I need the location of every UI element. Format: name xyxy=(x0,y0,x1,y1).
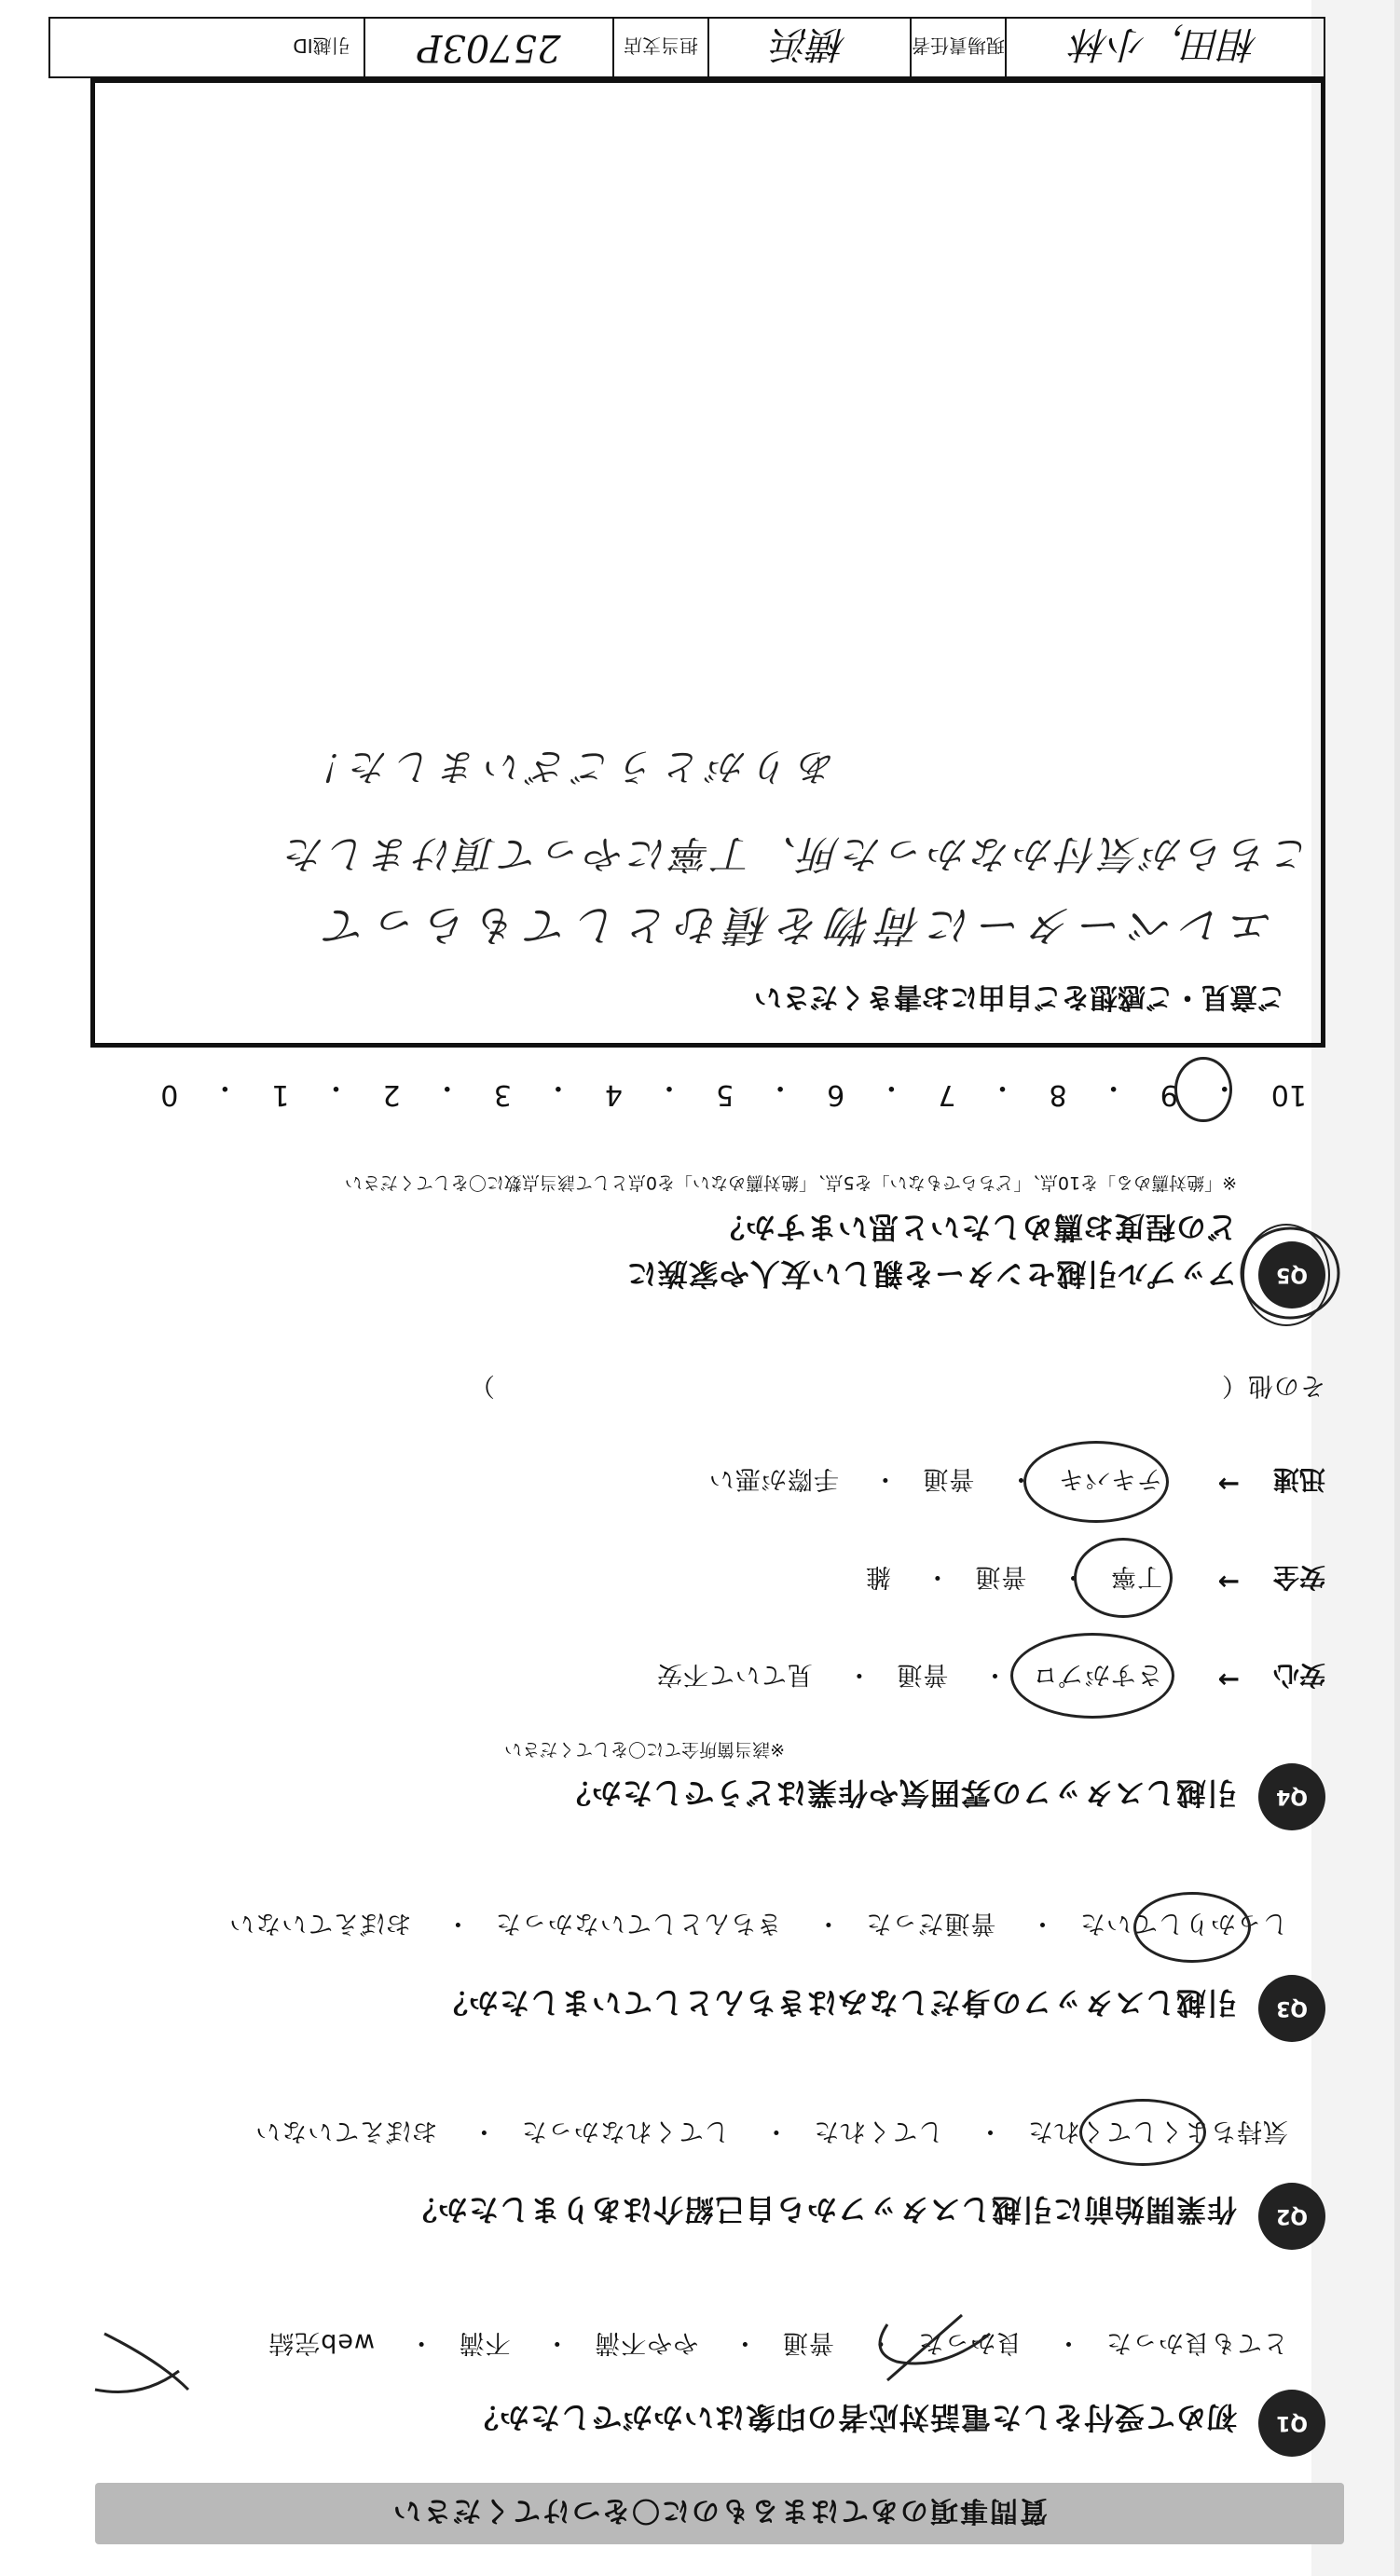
q4-option[interactable]: さすがプロ xyxy=(1032,1660,1162,1689)
score-option[interactable]: 6 xyxy=(827,1078,845,1111)
q5-selected-circle xyxy=(1174,1057,1232,1122)
q4-option[interactable]: 雑 xyxy=(864,1562,891,1591)
q3-option[interactable]: 普通だった xyxy=(865,1909,996,1938)
instruction-banner: 質問事項のあてはまるものに〇をつけてください xyxy=(95,2483,1344,2544)
score-option[interactable]: 10 xyxy=(1270,1078,1307,1111)
comment-box[interactable] xyxy=(90,78,1325,1048)
q4-row-label: 迅速 xyxy=(1272,1464,1325,1495)
q4-row-options: テキパキ・ 普通・ 手際が悪い xyxy=(707,1464,1162,1493)
q1-option[interactable]: 不満 xyxy=(458,2328,511,2357)
q1-question: 初めて受付をした電話対応者の印象はいかがでしたか？ xyxy=(467,2400,1237,2435)
comment-line-1: エレベーターに荷物を積むとしてもらって xyxy=(318,900,1274,951)
paper-edge-line xyxy=(1394,0,1400,2576)
q5-note: ※「絶対薦める」を10点、「どちらでもない」を5点、「絶対薦めない」を0点として該当点数に〇をしてください xyxy=(344,1172,1237,1193)
q4-row-options: 丁寧・ 普通・ 雑 xyxy=(864,1562,1162,1591)
score-option[interactable]: 1 xyxy=(271,1078,290,1111)
q2-option[interactable]: してくれた xyxy=(813,2117,944,2145)
q4-option[interactable]: 丁寧 xyxy=(1110,1562,1162,1591)
q1-option[interactable]: 良かった xyxy=(917,2328,1023,2357)
leader-label: 現場責任者 xyxy=(910,19,1005,76)
q5-badge: Q5 xyxy=(1258,1241,1325,1309)
q3-answer-circle xyxy=(1133,1892,1251,1963)
q4-badge: Q4 xyxy=(1258,1763,1325,1830)
q4-note: ※該当箇所全てに〇をしてください xyxy=(504,1739,785,1760)
q4-other[interactable] xyxy=(469,1370,1325,1406)
q3-question: 引越しスタッフの身だしなみはきちんとしていましたか？ xyxy=(436,1985,1237,2021)
q5-badge-pen-circle xyxy=(1232,1215,1344,1327)
q2-options: 気持ちよくしてくれた・ してくれた・ してくれなかった・ おぼえていない xyxy=(254,2117,1288,2145)
id-value: 25703P xyxy=(364,19,612,76)
id-label: 引越ID xyxy=(293,34,350,58)
staff-info-table xyxy=(48,17,1325,78)
q4-option[interactable]: テキパキ xyxy=(1058,1464,1162,1493)
q5-score-scale: 10 ・ 9 ・ 8 ・ 7 ・ 6 ・ 5 ・ 4 ・ 3 ・ 2 ・ 1 ・ 0 xyxy=(160,1071,1307,1111)
q5-question-line2: どの程度お薦めしたいと思いますか？ xyxy=(713,1210,1237,1245)
score-option[interactable]: 3 xyxy=(493,1078,512,1111)
branch-label: 担当支店 xyxy=(612,19,707,76)
q4-question: 引越しスタッフの雰囲気や作業はどうでしたか？ xyxy=(559,1775,1237,1811)
q4-row-label: 安心 xyxy=(1272,1660,1325,1691)
q4-option[interactable]: 普通 xyxy=(974,1562,1027,1591)
q1-option[interactable]: とても良かった xyxy=(1105,2328,1288,2357)
q1-pen-mark xyxy=(859,2306,999,2390)
score-option[interactable]: 5 xyxy=(716,1078,734,1111)
q4-option[interactable]: 普通 xyxy=(896,1660,949,1689)
score-option[interactable]: 2 xyxy=(382,1078,401,1111)
q3-options: しっかりしていた・ 普通だった・ きちんとしていなかった・ おぼえていない xyxy=(228,1909,1288,1938)
score-option[interactable]: 4 xyxy=(604,1078,623,1111)
q2-option[interactable]: 気持ちよくしてくれた xyxy=(1027,2117,1288,2145)
q1-options: とても良かった・ 良かった・ 普通・ やや不満・ 不満・ web完結 xyxy=(268,2328,1288,2357)
q1-web-strike xyxy=(86,2324,198,2408)
arrow-icon: → xyxy=(1217,1567,1240,1597)
q2-answer-circle xyxy=(1079,2099,1206,2166)
q2-option[interactable]: してくれなかった xyxy=(520,2117,730,2145)
leader-value: 相田，小林 xyxy=(1005,19,1324,76)
branch-value: 横浜 xyxy=(707,19,910,76)
score-option[interactable]: 0 xyxy=(160,1078,179,1111)
q4-option[interactable]: 見ていて不安 xyxy=(655,1660,813,1689)
q2-question: 作業開始前に引越しスタッフから自己紹介はありましたか？ xyxy=(405,2192,1237,2227)
comment-line-3: ありがとうございました！ xyxy=(299,745,836,788)
q2-badge: Q2 xyxy=(1258,2183,1325,2250)
q1-option[interactable]: web完結 xyxy=(268,2328,376,2357)
q5-question-line1: アップル引越センターを親しい友人や家族に xyxy=(625,1256,1237,1292)
score-option[interactable]: 9 xyxy=(1160,1078,1178,1111)
q3-option[interactable]: おぼえていない xyxy=(228,1909,412,1938)
comment-title: ご意見・ご感想をご自由にお書きください xyxy=(754,980,1285,1013)
q4-jinsoku-circle xyxy=(1023,1441,1169,1523)
q3-badge: Q3 xyxy=(1258,1975,1325,2042)
q4-other-label: その他（ xyxy=(1221,1371,1325,1400)
q1-option[interactable]: 普通 xyxy=(781,2328,834,2357)
q1-badge: Q1 xyxy=(1258,2390,1325,2457)
arrow-icon: → xyxy=(1217,1665,1240,1695)
q3-option[interactable]: しっかりしていた xyxy=(1079,1909,1288,1938)
q2-option[interactable]: おぼえていない xyxy=(254,2117,438,2145)
q4-anshin-circle xyxy=(1010,1633,1174,1719)
q4-option[interactable]: 普通 xyxy=(922,1464,975,1493)
score-option[interactable]: 7 xyxy=(938,1078,956,1111)
q4-row-options: さすがプロ・ 普通・ 見ていて不安 xyxy=(655,1660,1162,1689)
score-option[interactable]: 8 xyxy=(1049,1078,1067,1111)
q4-row-label: 安全 xyxy=(1272,1562,1325,1593)
arrow-icon: → xyxy=(1217,1469,1240,1500)
q4-other-close: ） xyxy=(468,1371,495,1400)
comment-line-2: こちらが気付かなかった所、丁寧にやって頂けました xyxy=(281,831,1311,877)
q4-anzen-circle xyxy=(1074,1538,1173,1618)
q4-option[interactable]: 手際が悪い xyxy=(707,1464,839,1493)
q1-option[interactable]: やや不満 xyxy=(594,2328,699,2357)
q3-option[interactable]: きちんとしていなかった xyxy=(494,1909,782,1938)
